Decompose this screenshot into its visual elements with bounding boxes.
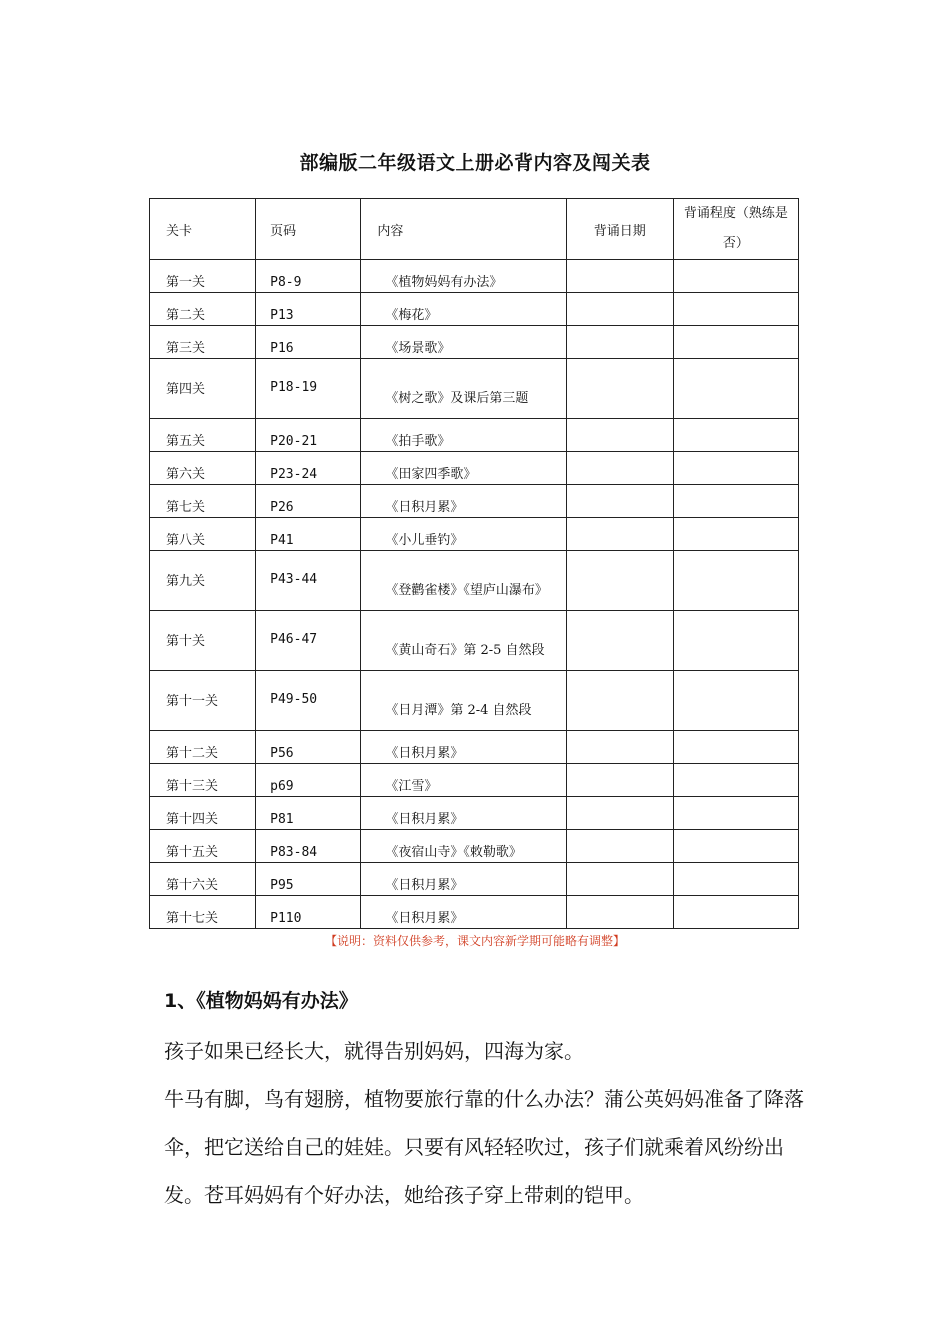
date-cell xyxy=(566,611,673,671)
page-cell: P20-21 xyxy=(256,419,361,452)
date-cell xyxy=(566,485,673,518)
table-row xyxy=(150,611,799,671)
date-cell xyxy=(566,452,673,485)
level-cell: 第九关 xyxy=(150,551,256,611)
content-cell: 《植物妈妈有办法》 xyxy=(361,260,566,293)
content-cell: 《日积月累》 xyxy=(361,896,566,929)
section-title: 1、《植物妈妈有办法》 xyxy=(164,990,358,1012)
table-row xyxy=(150,764,799,797)
level-cell: 第十五关 xyxy=(150,830,256,863)
proficiency-cell xyxy=(673,611,798,671)
page-cell: P16 xyxy=(256,326,361,359)
page-cell: P8-9 xyxy=(256,260,361,293)
table-row xyxy=(150,293,799,326)
level-cell: 第七关 xyxy=(150,485,256,518)
level-cell: 第十关 xyxy=(150,611,256,671)
content-cell: 《小儿垂钓》 xyxy=(361,518,566,551)
table-row xyxy=(150,671,799,731)
level-cell: 第十四关 xyxy=(150,797,256,830)
proficiency-cell xyxy=(673,260,798,293)
date-cell xyxy=(566,671,673,731)
page-cell: P49-50 xyxy=(256,671,361,731)
header-proficiency: 背诵程度（熟练是否） xyxy=(673,199,798,260)
table-row xyxy=(150,326,799,359)
level-cell: 第三关 xyxy=(150,326,256,359)
level-cell: 第十三关 xyxy=(150,764,256,797)
header-date: 背诵日期 xyxy=(566,199,673,260)
proficiency-cell xyxy=(673,830,798,863)
page-title: 部编版二年级语文上册必背内容及闯关表 xyxy=(299,152,651,174)
date-cell xyxy=(566,863,673,896)
table-row xyxy=(150,419,799,452)
date-cell xyxy=(566,731,673,764)
date-cell xyxy=(566,293,673,326)
header-page: 页码 xyxy=(256,199,361,260)
content-cell: 《日积月累》 xyxy=(361,485,566,518)
date-cell xyxy=(566,830,673,863)
content-cell: 《梅花》 xyxy=(361,293,566,326)
section-paragraph: 孩子如果已经长大，就得告别妈妈，四海为家。 xyxy=(164,1039,584,1063)
page-cell: P110 xyxy=(256,896,361,929)
table-header-row xyxy=(150,199,799,260)
date-cell xyxy=(566,896,673,929)
level-cell: 第六关 xyxy=(150,452,256,485)
proficiency-cell xyxy=(673,671,798,731)
level-table xyxy=(149,198,799,929)
page-cell: P23-24 xyxy=(256,452,361,485)
table-row xyxy=(150,452,799,485)
table-row xyxy=(150,863,799,896)
date-cell xyxy=(566,551,673,611)
table-row xyxy=(150,731,799,764)
table-row xyxy=(150,797,799,830)
header-content: 内容 xyxy=(361,199,566,260)
date-cell xyxy=(566,419,673,452)
level-cell: 第十七关 xyxy=(150,896,256,929)
content-cell: 《场景歌》 xyxy=(361,326,566,359)
content-cell: 《夜宿山寺》《敕勒歌》 xyxy=(361,830,566,863)
content-cell: 《日积月累》 xyxy=(361,797,566,830)
date-cell xyxy=(566,764,673,797)
proficiency-cell xyxy=(673,485,798,518)
proficiency-cell xyxy=(673,452,798,485)
proficiency-cell xyxy=(673,863,798,896)
content-cell: 《树之歌》及课后第三题 xyxy=(361,359,566,419)
proficiency-cell xyxy=(673,764,798,797)
content-cell: 《黄山奇石》第 2-5 自然段 xyxy=(361,611,566,671)
content-cell: 《日积月累》 xyxy=(361,863,566,896)
level-cell: 第二关 xyxy=(150,293,256,326)
table-row xyxy=(150,518,799,551)
level-cell: 第十六关 xyxy=(150,863,256,896)
content-cell: 《登鹳雀楼》《望庐山瀑布》 xyxy=(361,551,566,611)
content-cell: 《田家四季歌》 xyxy=(361,452,566,485)
proficiency-cell xyxy=(673,326,798,359)
page-cell: p69 xyxy=(256,764,361,797)
table-row xyxy=(150,359,799,419)
content-cell: 《江雪》 xyxy=(361,764,566,797)
date-cell xyxy=(566,326,673,359)
page-cell: P41 xyxy=(256,518,361,551)
page-cell: P83-84 xyxy=(256,830,361,863)
table-row xyxy=(150,896,799,929)
proficiency-cell xyxy=(673,359,798,419)
table-row xyxy=(150,260,799,293)
proficiency-cell xyxy=(673,896,798,929)
header-level: 关卡 xyxy=(150,199,256,260)
date-cell xyxy=(566,518,673,551)
level-cell: 第一关 xyxy=(150,260,256,293)
page-cell: P95 xyxy=(256,863,361,896)
proficiency-cell xyxy=(673,293,798,326)
table-row xyxy=(150,485,799,518)
page-cell: P13 xyxy=(256,293,361,326)
proficiency-cell xyxy=(673,419,798,452)
level-cell: 第十一关 xyxy=(150,671,256,731)
level-cell: 第四关 xyxy=(150,359,256,419)
date-cell xyxy=(566,797,673,830)
table-row xyxy=(150,551,799,611)
proficiency-cell xyxy=(673,551,798,611)
content-cell: 《日积月累》 xyxy=(361,731,566,764)
proficiency-cell xyxy=(673,518,798,551)
proficiency-cell xyxy=(673,797,798,830)
section-paragraph: 牛马有脚，鸟有翅膀，植物要旅行靠的什么办法？蒲公英妈妈准备了降落伞，把它送给自己的娃娃。只要有风轻轻吹过，孩子们就乘着风纷纷出发。苍耳妈妈有个好办法，她给孩子穿上带刺的铠甲。 xyxy=(164,1087,804,1207)
level-cell: 第八关 xyxy=(150,518,256,551)
page-cell: P81 xyxy=(256,797,361,830)
page-cell: P56 xyxy=(256,731,361,764)
table-row xyxy=(150,830,799,863)
content-cell: 《拍手歌》 xyxy=(361,419,566,452)
proficiency-cell xyxy=(673,731,798,764)
level-cell: 第十二关 xyxy=(150,731,256,764)
content-cell: 《日月潭》第 2-4 自然段 xyxy=(361,671,566,731)
date-cell xyxy=(566,260,673,293)
level-cell: 第五关 xyxy=(150,419,256,452)
page-cell: P18-19 xyxy=(256,359,361,419)
page-cell: P43-44 xyxy=(256,551,361,611)
page-cell: P26 xyxy=(256,485,361,518)
date-cell xyxy=(566,359,673,419)
page-cell: P46-47 xyxy=(256,611,361,671)
note-text: 【说明：资料仅供参考，课文内容新学期可能略有调整】 xyxy=(324,934,625,948)
